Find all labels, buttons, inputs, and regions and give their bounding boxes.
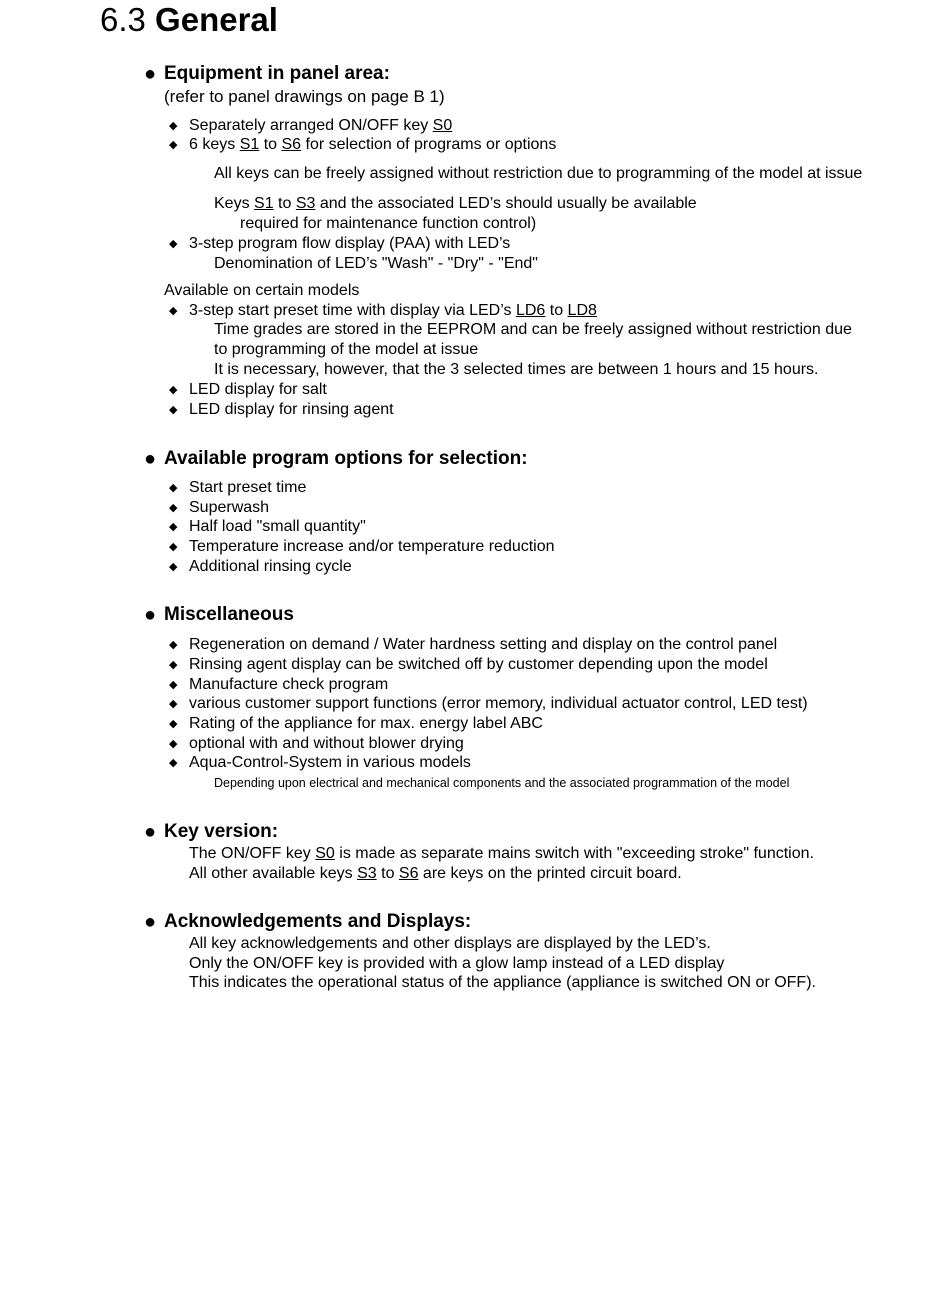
heading-ack: Acknowledgements and Displays:: [164, 911, 472, 932]
bullet-icon: ●: [144, 448, 157, 470]
diamond-icon: ◆: [169, 305, 178, 317]
list-item: Half load "small quantity": [189, 518, 366, 535]
section-title: General: [155, 1, 278, 38]
list-item: various customer support functions (error memory, individual actuator control, LED test): [189, 695, 808, 712]
diamond-icon: ◆: [169, 521, 178, 533]
list-item: Additional rinsing cycle: [189, 558, 352, 575]
body-line: The ON/OFF key S0 is made as separate mains switch with "exceeding stroke" function.: [189, 845, 814, 862]
list-item: optional with and without blower drying: [189, 735, 464, 752]
list-item: Rinsing agent display can be switched off by customer depending upon the model: [189, 656, 768, 673]
list-item: Aqua-Control-System in various models: [189, 754, 471, 771]
note-text: Keys S1 to S3 and the associated LED’s should usually be available: [214, 195, 697, 212]
diamond-icon: ◆: [169, 404, 178, 416]
list-item: LED display for salt: [189, 381, 327, 398]
diamond-icon: ◆: [169, 679, 178, 691]
diamond-icon: ◆: [169, 541, 178, 553]
diamond-icon: ◆: [169, 139, 178, 151]
list-item: Rating of the appliance for max. energy label ABC: [189, 715, 543, 732]
note-text: All keys can be freely assigned without restriction due to programming of the model at issue: [214, 165, 863, 182]
heading-equipment: Equipment in panel area:: [164, 63, 390, 84]
availability-note: Available on certain models: [164, 282, 360, 299]
diamond-icon: ◆: [169, 120, 178, 132]
list-item: LED display for rinsing agent: [189, 401, 394, 418]
note-text: Time grades are stored in the EEPROM and can be freely assigned without restriction due: [214, 321, 852, 338]
list-item: Superwash: [189, 499, 270, 516]
list-item: Regeneration on demand / Water hardness setting and display on the control panel: [189, 636, 778, 653]
list-item: Separately arranged ON/OFF key S0: [189, 117, 453, 134]
list-item: 3-step start preset time with display via LED’s LD6 to LD8: [189, 302, 597, 319]
body-line: Only the ON/OFF key is provided with a glow lamp instead of a LED display: [189, 955, 725, 972]
bullet-icon: ●: [144, 911, 157, 933]
list-item: 6 keys S1 to S6 for selection of programs or options: [189, 136, 557, 153]
bullet-icon: ●: [144, 604, 157, 626]
list-item: 3-step program flow display (PAA) with LED’s: [189, 235, 511, 252]
diamond-icon: ◆: [169, 659, 178, 671]
bullet-icon: ●: [144, 63, 157, 85]
page-title: [100, 0, 278, 40]
diamond-icon: ◆: [169, 561, 178, 573]
heading-key-version: Key version:: [164, 821, 279, 842]
diamond-icon: ◆: [169, 238, 178, 250]
bullet-icon: ●: [144, 821, 157, 843]
note-text: Denomination of LED’s "Wash" - "Dry" - "End": [214, 255, 538, 272]
diamond-icon: ◆: [169, 738, 178, 750]
diamond-icon: ◆: [169, 482, 178, 494]
diamond-icon: ◆: [169, 502, 178, 514]
diamond-icon: ◆: [169, 757, 178, 769]
heading-options: Available program options for selection:: [164, 448, 528, 469]
body-line: All other available keys S3 to S6 are keys on the printed circuit board.: [189, 865, 682, 882]
heading-misc: Miscellaneous: [164, 604, 294, 625]
note-text: It is necessary, however, that the 3 selected times are between 1 hours and 15 hours.: [214, 361, 819, 378]
list-item: Temperature increase and/or temperature reduction: [189, 538, 555, 555]
note-text: Depending upon electrical and mechanical components and the associated programmation of the model: [214, 776, 790, 790]
diamond-icon: ◆: [169, 384, 178, 396]
body-line: All key acknowledgements and other displays are displayed by the LED’s.: [189, 935, 711, 952]
diamond-icon: ◆: [169, 718, 178, 730]
diamond-icon: ◆: [169, 639, 178, 651]
list-item: Manufacture check program: [189, 676, 389, 693]
note-text: to programming of the model at issue: [214, 341, 479, 358]
body-line: This indicates the operational status of the appliance (appliance is switched ON or OFF).: [189, 974, 816, 991]
panel-reference: (refer to panel drawings on page B 1): [164, 87, 445, 106]
diamond-icon: ◆: [169, 698, 178, 710]
list-item: Start preset time: [189, 479, 307, 496]
section-number: 6.3: [100, 1, 146, 38]
note-text: required for maintenance function control): [240, 215, 537, 232]
